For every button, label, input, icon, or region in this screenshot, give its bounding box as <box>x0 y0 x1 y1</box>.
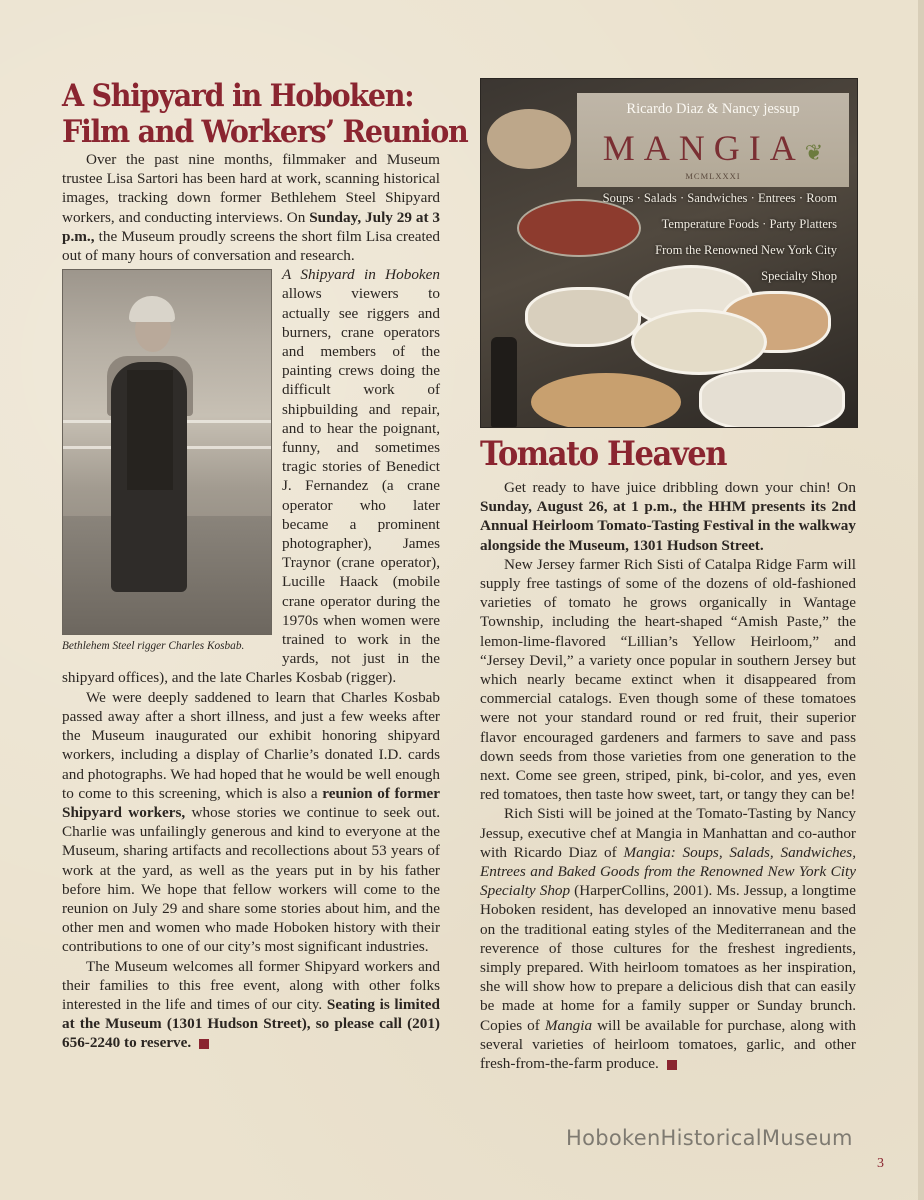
film-title: A Shipyard in Hoboken <box>282 266 440 284</box>
worker-bib <box>127 370 173 490</box>
food-dish-image <box>699 369 845 428</box>
text-run: (HarperCollins, 2001). Ms. Jessup, a longtime Hoboken resident, has developed an innovative menu based on the traditional eating styles of the Mediterranean and the reverence of those cultures for the freshest ingredients, simply prepared. With heirloom tomatoes as her inspiration, she will show how to prepare a delicious dish that can easily be made at home for a family supper or Sunday brunch. Copies of <box>480 882 856 1034</box>
bottle-image <box>491 337 517 427</box>
text-run: Over the past nine months, filmmaker and Museum trustee Lisa Sartori has been hard at work, scanning historical images, tracking down former Bethlehem Steel Shipyard workers, and conducting interviews. On <box>62 151 440 226</box>
hardhat-icon <box>129 296 175 322</box>
ad-authors: Ricardo Diaz & Nancy jessup <box>626 101 800 117</box>
event-date: Sunday, July 29 at 3 p.m., <box>62 208 440 245</box>
shipyard-headline <box>62 78 468 150</box>
ad-tagline-4: Specialty Shop <box>761 269 837 283</box>
reservation-info: Seating is limited at the Museum (1301 Hudson Street), so please call (201) 656-2240 to reserve. <box>62 995 440 1052</box>
mangia-logo <box>577 127 849 169</box>
ad-tagline-1: Soups · Salads · Sandwiches · Entrees · Room <box>602 191 837 205</box>
shipyard-headline-line1: A Shipyard in Hoboken: <box>62 78 414 114</box>
tomato-paragraph-2: New Jersey farmer Rich Sisti of Catalpa Ridge Farm will supply free tastings of some of the dozens of old-fashioned varieties of tomato he grows organically in Wantage Township, including the heart-shaped “Amish Paste,” the lemon-lime-flavored “Lillian’s Yellow Heirloom,” and “Jersey Devil,” a variety once popular in southern Jersey but which nearly became extinct when it disappeared from commercial catalogs. Even though some of these tomatoes were not your standard round or red fruit, their superior flavor encouraged gardeners and farmers to save and pass down seeds from those varieties from one generation to the next. Come see green, striped, pink, bi-color, and yes, even red tomatoes, then taste how sweet, tart, or tangy they can be! <box>480 555 856 804</box>
text-run: Rich Sisti will be joined at the Tomato-Tasting by Nancy Jessup, executive chef at Mangia in Manhattan and co-author with Ricardo Diaz of <box>480 805 856 861</box>
right-column <box>480 78 856 1073</box>
brand-name: MANGIA <box>602 128 805 168</box>
end-mark-icon <box>667 1060 677 1070</box>
worker-photo <box>62 269 272 635</box>
mangia-advertisement <box>480 78 858 428</box>
food-dish-image <box>631 309 767 375</box>
text-run: whose stories we continue to seek out. Charlie was unfailingly generous and kind to everyone at the Museum, sharing artifacts and recollections about 53 years of work at the yard, as well as the years put in by his father before him. We hope that fellow workers will come to the reunion on July 29 and share some stories about him, and the other men and women who made Hoboken history with their contributions to one of our city’s most significant industries. <box>62 803 441 956</box>
photo-figure <box>62 269 272 654</box>
shipyard-paragraph-3 <box>62 957 440 1053</box>
tray-image <box>517 199 641 257</box>
shipyard-headline-line2: Film and Workers’ Reunion <box>62 114 468 150</box>
end-mark-icon <box>199 1039 209 1049</box>
mangia-banner <box>577 93 849 187</box>
food-dish-image <box>531 373 681 428</box>
text-run: the Museum proudly screens the short film Lisa created out of many hours of conversation and research. <box>62 227 440 265</box>
reunion-highlight: reunion of former Shipyard workers, <box>62 784 440 821</box>
page-number: 3 <box>877 1156 884 1171</box>
text-run: Get ready to have juice dribbling down your chin! On <box>504 479 856 496</box>
page-edge <box>918 0 924 1200</box>
text-run: allows viewers to actually see riggers and burners, crane operators and members of the painting crews doing the difficult work of shipbuilding and repair, and to hear the poignant, funny, and sometimes tragic stories of Benedict J. Fernandez (a crane operator who later became a prominent photographer), James Traynor (crane operator), Lucille Haack (mobile crane operator during the 1970s when women were trained to work in the yards, not just in the shipyard offices), and the late Charles Kosbab (rigger). <box>62 285 440 687</box>
ad-tagline-3: From the Renowned New York City <box>655 243 837 257</box>
book-title: Mangia: Soups, Salads, Sandwiches, Entrees and Baked Goods from the Renowned New York City Specialty Shop <box>480 843 856 900</box>
fruit-platter-image <box>487 109 571 169</box>
shipyard-paragraph-1 <box>62 150 440 265</box>
festival-details: Sunday, August 26, at 1 p.m., the HHM presents its 2nd Annual Heirloom Tomato-Tasting Festival in the walkway alongside the Museum, 1301 Hudson Street. <box>480 498 856 554</box>
text-run: will be available for purchase, along with several varieties of heirloom tomatoes, garlic, and other fresh-from-the-farm produce. <box>480 1016 856 1073</box>
tomato-paragraph-1 <box>480 478 856 555</box>
tomato-paragraph-3 <box>480 804 856 1073</box>
shipyard-paragraph-2 <box>62 688 440 957</box>
herb-sprig-icon: ❦ <box>804 140 824 165</box>
text-run: We were deeply saddened to learn that Charles Kosbab passed away after a short illness, and just a few weeks after the Museum inaugurated our exhibit honoring shipyard workers, including a display of Charlie’s donated I.D. cards and photographs. We had hoped that he would be well enough to come to this screening, which is also a <box>62 688 440 802</box>
ad-year: MCMLXXXI <box>685 171 741 181</box>
ad-tagline-2: Temperature Foods · Party Platters <box>661 217 837 231</box>
photo-caption: Bethlehem Steel rigger Charles Kosbab. <box>62 640 245 653</box>
watermark: HobokenHistoricalMuseum <box>566 1126 853 1150</box>
food-dish-image <box>525 287 641 347</box>
tomato-headline: Tomato Heaven <box>480 434 727 474</box>
shipyard-article <box>62 78 468 1053</box>
text-run: The Museum welcomes all former Shipyard workers and their families to this free event, along with other folks interested in the life and times of our city. <box>62 957 440 1013</box>
book-title-short: Mangia <box>544 1016 593 1034</box>
